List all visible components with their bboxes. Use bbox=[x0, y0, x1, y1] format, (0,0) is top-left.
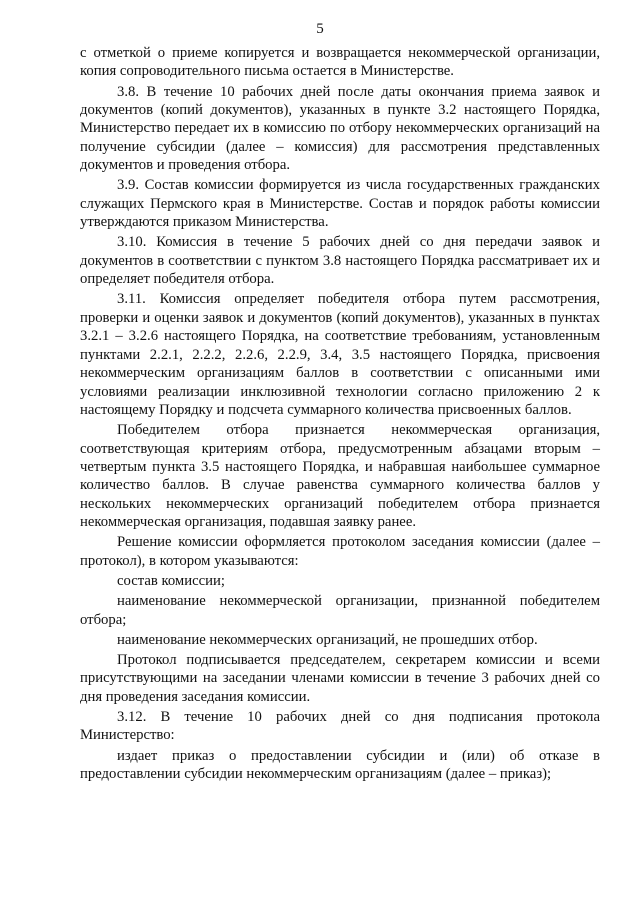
paragraph: 3.10. Комиссия в течение 5 рабочих дней со дня передачи заявок и документов в соответствии с пунктом 3.8 настоящего Порядка рассматривает их и определяет победителя отбора. bbox=[80, 234, 600, 288]
paragraph: с отметкой о приеме копируется и возвращается некоммерческой организации, копия сопроводительного письма остается в Министерстве. bbox=[80, 45, 600, 80]
paragraph: наименование некоммерческих организаций, не прошедших отбор. bbox=[117, 631, 538, 648]
paragraph: Протокол подписывается председателем, секретарем комиссии и всеми присутствующими на заседании членами комиссии в течение 3 рабочих дней со дня проведения заседания комиссии. bbox=[80, 651, 600, 705]
paragraph: Победителем отбора признается некоммерческая организация, соответствующая критериям отбора, предусмотренным абзацами вторым – четвертым пункта 3.5 настоящего Порядка, и набравшая наибольшее суммарное количество баллов. В случае равенства суммарного количества баллов у нескольких некоммерческих организаций победителем отбора признается некоммерческая организация, подавшая заявку ранее. bbox=[80, 422, 600, 531]
paragraph: наименование некоммерческой организации, признанной победителем отбора; bbox=[80, 593, 600, 628]
paragraph: 3.12. В течение 10 рабочих дней со дня подписания протокола Министерство: bbox=[80, 708, 600, 744]
paragraph: 3.11. Комиссия определяет победителя отбора путем рассмотрения, проверки и оценки заявок и документов (копий документов), указанных в пунктах 3.2.1 – 3.2.6 настоящего Порядка, на соответствие требованиям, установленным пунктами 2.2.1, 2.2.2, 2.2.6, 2.2.9, 3.4, 3.5 настоящего Порядка, присвоения некоммерческим организациям баллов в соответствии с описанными ими условиями реализации инклюзивной технологии согласно приложению 2 к настоящему Порядку и подсчета суммарного количества присвоенных баллов. bbox=[80, 291, 600, 418]
page-number: 5 bbox=[316, 21, 324, 37]
document-body bbox=[80, 44, 600, 785]
paragraph: 3.9. Состав комиссии формируется из числа государственных гражданских служащих Пермского края в Министерстве. Состав и порядок работы комиссии утверждаются приказом Министерства. bbox=[80, 177, 600, 231]
paragraph: Решение комиссии оформляется протоколом заседания комиссии (далее – протокол), в котором указываются: bbox=[80, 534, 600, 569]
paragraph: состав комиссии; bbox=[117, 572, 225, 589]
paragraph: издает приказ о предоставлении субсидии и (или) об отказе в предоставлении субсидии некоммерческим организациям (далее – приказ); bbox=[80, 747, 600, 782]
paragraph: 3.8. В течение 10 рабочих дней после даты окончания приема заявок и документов (копий документов), указанных в пункте 3.2 настоящего Порядка, Министерство передает их в комиссию по отбору некоммерческих организаций на получение субсидии (далее – комиссия) для рассмотрения представленных документов и проведения отбора. bbox=[80, 83, 600, 174]
